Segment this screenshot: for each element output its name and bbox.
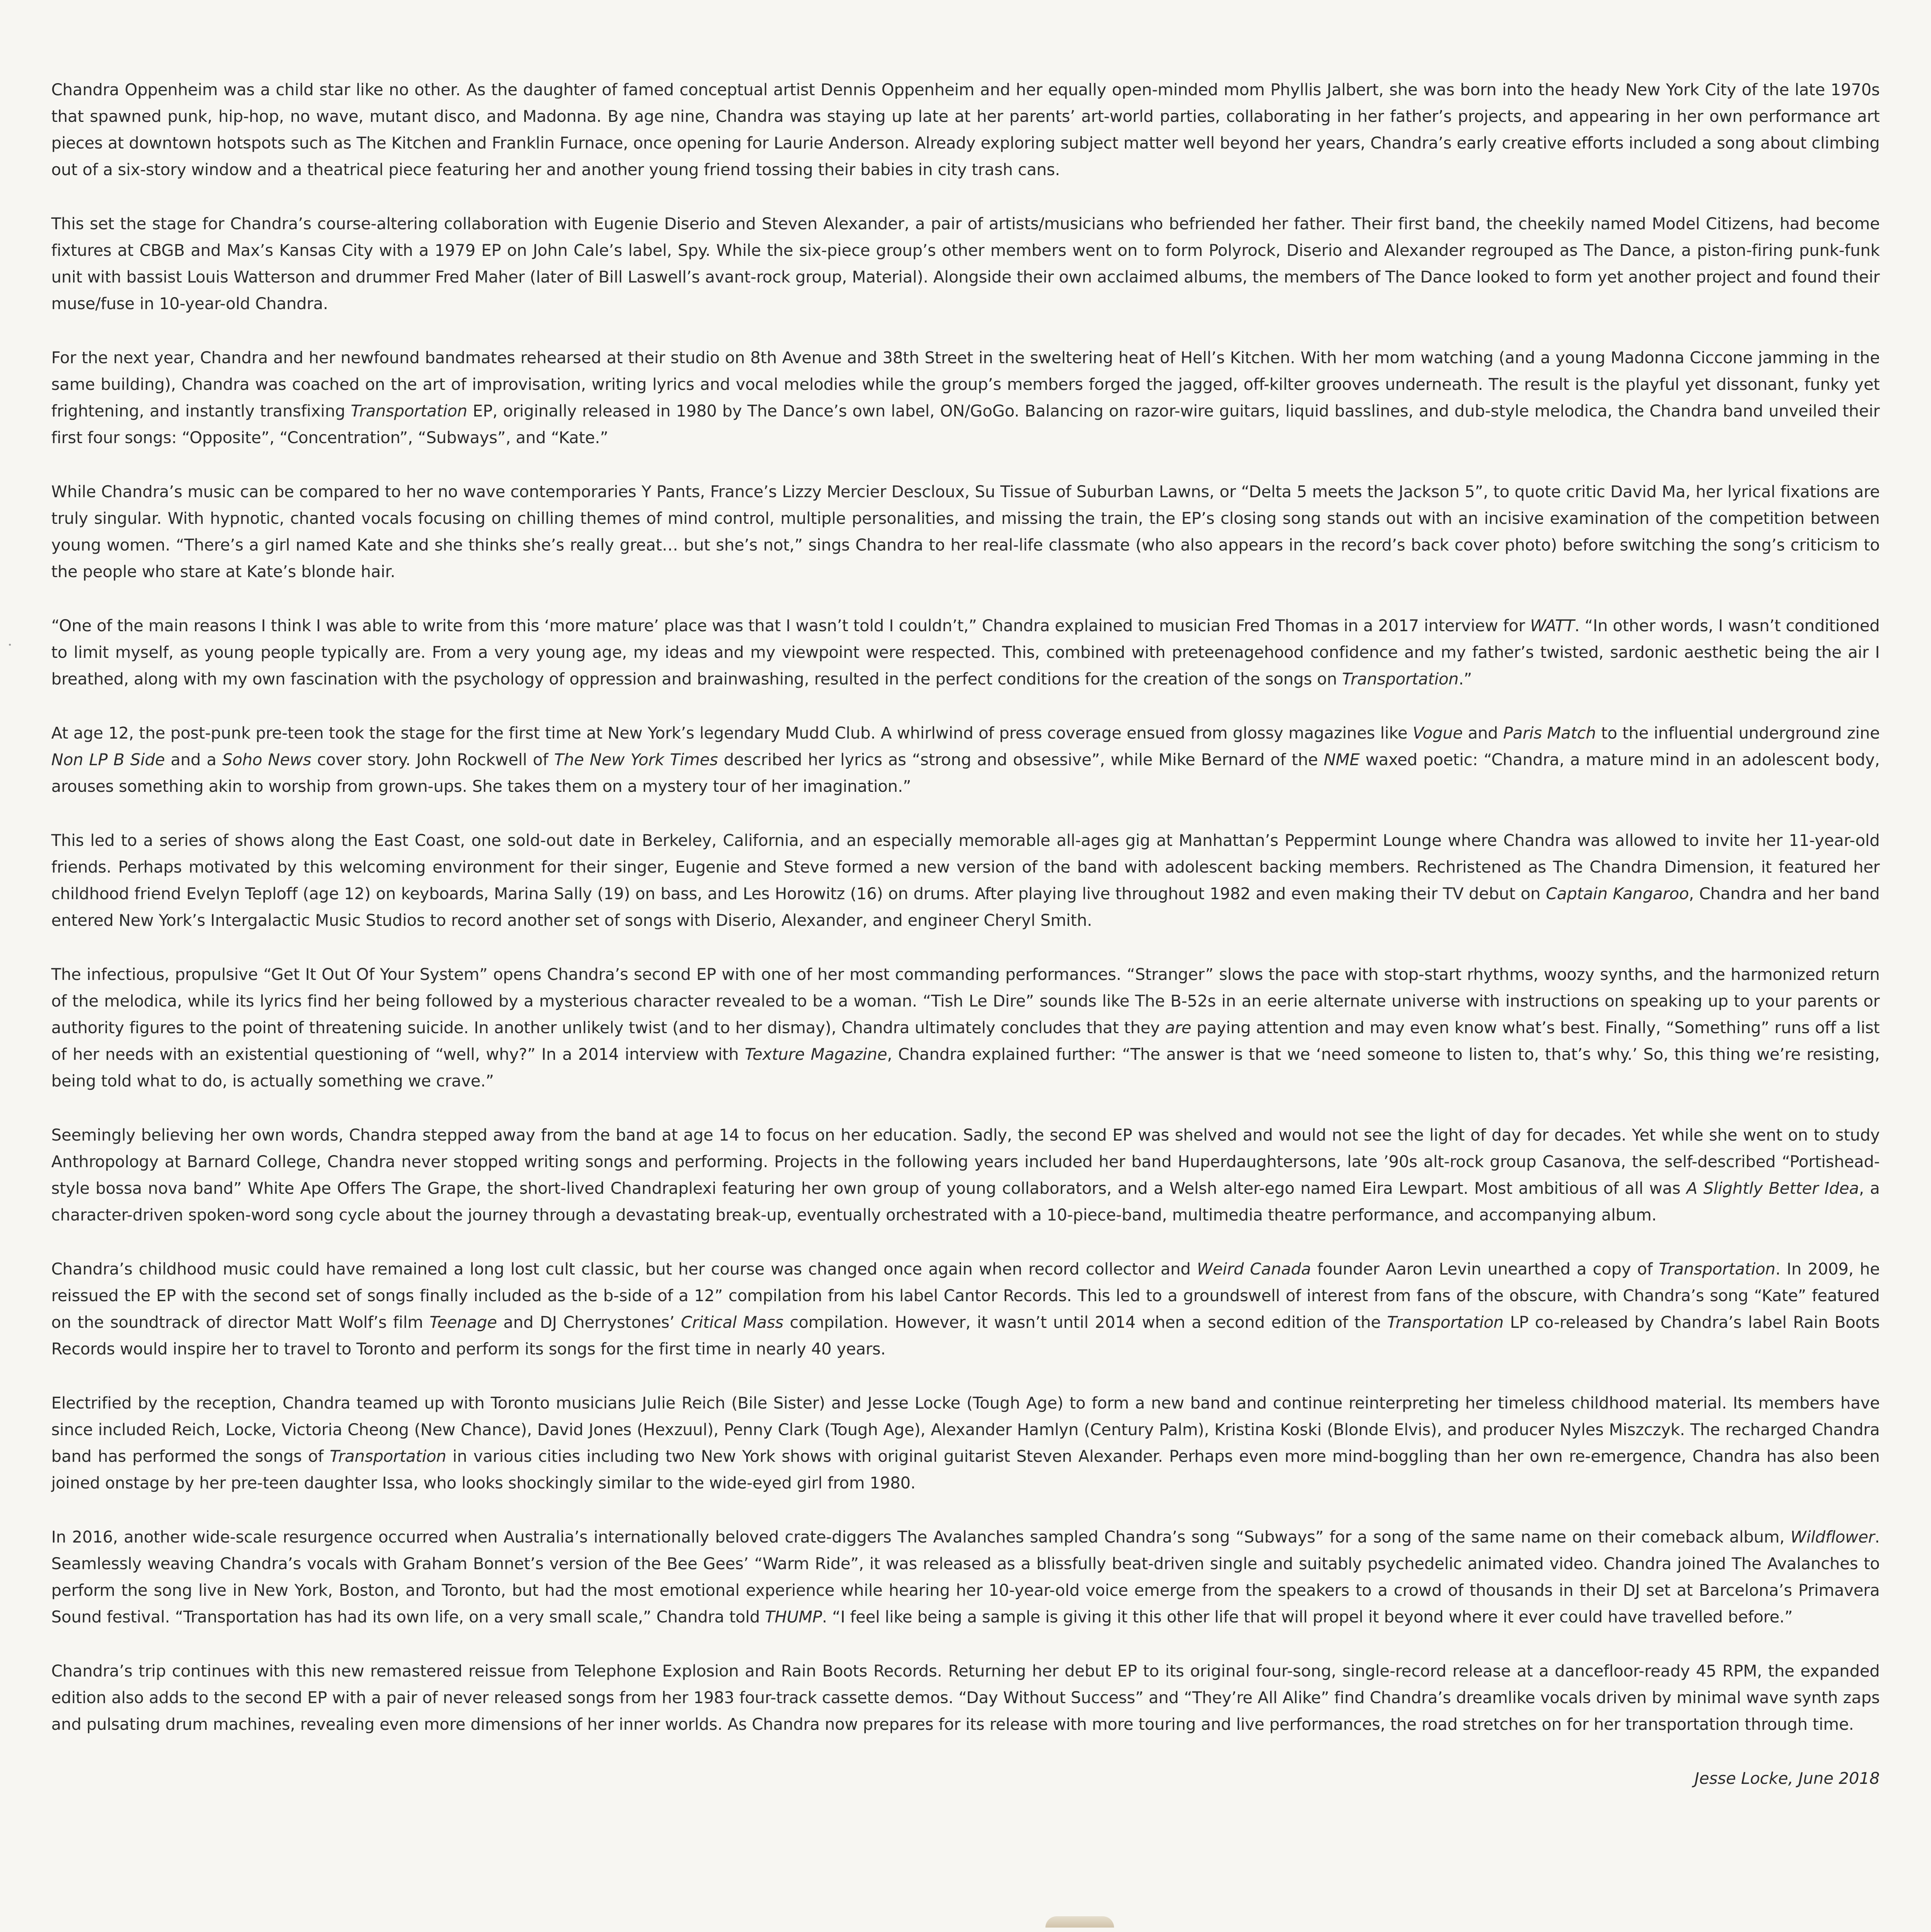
paragraph-text: Electrified by the reception, Chandra teamed up with Toronto musicians Julie Reich (Bile Sister) and Jesse Locke (Tough Age) to form a new band and continue reinterpreting her timeless childhood material. Its members have since included Reich, Locke, Victoria Cheong (New Chance), David Jones (Hexzuul), Penny Clark (Tough Age), Alexander Hamlyn (Century Palm), Kristina Koski (Blonde Elvis), and producer Nyles Miszczyk. The recharged Chandra band has performed the songs of <box>51 1394 1880 1466</box>
paragraph-text: Chandra’s trip continues with this new remastered reissue from Telephone Explosion and Rain Boots Records. Returning her debut EP to its original four-song, single-record release at a dancefloor-ready 45 RPM, the expanded edition also adds to the second EP with a pair of never released songs from her 1983 four-track cassette demos. “Day Without Success” and “They’re All Alike” find Chandra’s dreamlike vocals driven by minimal wave synth zaps and pulsating drum machines, revealing even more dimensions of her inner worlds. As Chandra now prepares for its release with more touring and live performances, the road stretches on for her transportation through time. <box>51 1662 1880 1734</box>
italic-title: Captain Kangaroo <box>1546 885 1689 903</box>
paragraph-text: to the influential underground zine <box>1596 724 1880 743</box>
italic-title: Non LP B Side <box>51 751 165 769</box>
author-signature: Jesse Locke, June 2018 <box>1694 1769 1880 1788</box>
paragraph-text: paying attention and may even know what’s best. Finally, “Something” runs off a list of her needs with an existential questioning of “well, why?” In a 2014 interview with <box>51 1019 1880 1064</box>
paragraph-text: described her lyrics as “strong and obsessive”, while Mike Bernard of the <box>718 751 1324 769</box>
paragraph-text: , a character-driven spoken-word song cycle about the journey through a devastating break-up, eventually orchestrated with a 10-piece-band, multimedia theatre performance, and accompanying album. <box>51 1179 1880 1225</box>
italic-title: A Slightly Better Idea <box>1686 1179 1859 1198</box>
body-paragraph <box>51 345 1880 451</box>
body-paragraph <box>51 613 1880 693</box>
paragraph-text: This led to a series of shows along the East Coast, one sold-out date in Berkeley, California, and an especially memorable all-ages gig at Manhattan’s Peppermint Lounge where Chandra was allowed to invite her 11-year-old friends. Perhaps motivated by this welcoming environment for their singer, Eugenie and Steve formed a new version of the band with adolescent backing members. Rechristened as The Chandra Dimension, it featured her childhood friend Evelyn Teploff (age 12) on keyboards, Marina Sally (19) on bass, and Les Horowitz (16) on drums. After playing live throughout 1982 and even making their TV debut on <box>51 831 1880 903</box>
italic-title: The New York Times <box>554 751 718 769</box>
paragraph-text: founder Aaron Levin unearthed a copy of <box>1311 1260 1659 1279</box>
paragraph-list <box>51 77 1880 1738</box>
paragraph-text: At age 12, the post-punk pre-teen took the stage for the first time at New York’s legendary Mudd Club. A whirlwind of press coverage ensued from glossy magazines like <box>51 724 1413 743</box>
italic-title: Teenage <box>429 1313 497 1332</box>
body-paragraph <box>51 1658 1880 1738</box>
paragraph-text: This set the stage for Chandra’s course-altering collaboration with Eugenie Diserio and Steven Alexander, a pair of artists/musicians who befriended her father. Their first band, the cheekily named Model Citizens, had become fixtures at CBGB and Max’s Kansas City with a 1979 EP on John Cale’s label, Spy. While the six-piece group’s other members went on to form Polyrock, Diserio and Alexander regrouped as The Dance, a piston-firing punk-funk unit with bassist Louis Watterson and drummer Fred Maher (later of Bill Laswell’s avant-rock group, Material). Alongside their own acclaimed albums, the members of The Dance looked to form yet another project and found their muse/fuse in 10-year-old Chandra. <box>51 215 1880 313</box>
italic-title: NME <box>1324 751 1360 769</box>
italic-title: Transportation <box>1387 1313 1504 1332</box>
paragraph-text: . Seamlessly weaving Chandra’s vocals with Graham Bonnet’s version of the Bee Gees’ “Warm Ride”, it was released as a blissfully beat-driven single and suitably psychedelic animated video. Chandra joined The Avalanches to perform the song live in New York, Boston, and Toronto, but had the most emotional experience while hearing her 10-year-old voice emerge from the speakers to a crowd of thousands in their DJ set at Barcelona’s Primavera Sound festival. “Transportation has had its own life, on a very small scale,” Chandra told <box>51 1528 1880 1626</box>
italic-title: Transportation <box>329 1447 446 1466</box>
italic-title: Critical Mass <box>681 1313 783 1332</box>
body-paragraph <box>51 77 1880 183</box>
italic-title: are <box>1165 1019 1192 1037</box>
paragraph-text: compilation. However, it wasn’t until 2014 when a second edition of the <box>783 1313 1387 1332</box>
body-paragraph <box>51 479 1880 585</box>
italic-title: Weird Canada <box>1197 1260 1311 1279</box>
paragraph-text: , Chandra explained further: “The answer is that we ‘need someone to listen to, that’s why.’ So, this thing we’re resisting, being told what to do, is actually something we crave.” <box>51 1045 1880 1091</box>
body-paragraph <box>51 1524 1880 1631</box>
body-paragraph <box>51 961 1880 1095</box>
paragraph-text: and a <box>165 751 222 769</box>
paragraph-text: . In 2009, he reissued the EP with the second set of songs finally included as the b-side of a 12” compilation from his label Cantor Records. This led to a groundswell of interest from fans of the obscure, with Chandra’s song “Kate” featured on the soundtrack of director Matt Wolf’s film <box>51 1260 1880 1332</box>
paragraph-text: In 2016, another wide-scale resurgence occurred when Australia’s internationally beloved crate-diggers The Avalanches sampled Chandra’s song “Subways” for a song of the same name on their comeback album, <box>51 1528 1791 1547</box>
paragraph-text: in various cities including two New York shows with original guitarist Steven Alexander. Perhaps even more mind-boggling than her own re-emergence, Chandra has also been joined onstage by her pre-teen daughter Issa, who looks shockingly similar to the wide-eyed girl from 1980. <box>51 1447 1880 1492</box>
body-paragraph <box>51 720 1880 800</box>
italic-title: Vogue <box>1412 724 1463 743</box>
italic-title: Texture Magazine <box>745 1045 887 1064</box>
paragraph-text: waxed poetic: “Chandra, a mature mind in an adolescent body, arouses something akin to worship from grown-ups. She takes them on a mystery tour of her imagination.” <box>51 751 1880 796</box>
italic-title: Soho News <box>222 751 312 769</box>
paragraph-text: While Chandra’s music can be compared to her no wave contemporaries Y Pants, France’s Lizzy Mercier Descloux, Su Tissue of Suburban Lawns, or “Delta 5 meets the Jackson 5”, to quote critic David Ma, her lyrical fixations are truly singular. With hypnotic, chanted vocals focusing on chilling themes of mind control, multiple personalities, and missing the train, the EP’s closing song stands out with an incisive examination of the competition between young women. “There’s a girl named Kate and she thinks she’s really great… but she’s not,” sings Chandra to her real-life classmate (who also appears in the record’s back cover photo) before switching the song’s criticism to the people who stare at Kate’s blonde hair. <box>51 483 1880 581</box>
body-paragraph <box>51 1122 1880 1229</box>
scan-speck <box>9 644 11 646</box>
italic-title: Wildflower <box>1790 1528 1875 1547</box>
paragraph-text: .” <box>1458 670 1472 689</box>
italic-title: WATT <box>1530 617 1575 635</box>
scan-edge-mark <box>1045 1916 1114 1928</box>
italic-title: THUMP <box>765 1608 822 1626</box>
paragraph-text: LP co-released by Chandra’s label Rain Boots Records would inspire her to travel to Toronto and perform its songs for the first time in nearly 40 years. <box>51 1313 1880 1358</box>
liner-notes-body <box>51 77 1880 1792</box>
paragraph-text: The infectious, propulsive “Get It Out Of Your System” opens Chandra’s second EP with one of her most commanding performances. “Stranger” slows the pace with stop-start rhythms, woozy synths, and the harmonized return of the melodica, while its lyrics find her being followed by a mysterious character revealed to be a woman. “Tish Le Dire” sounds like The B-52s in an eerie alternate universe with instructions on speaking up to your parents or authority figures to the point of threatening suicide. In another unlikely twist (and to her dismay), Chandra ultimately concludes that they <box>51 965 1880 1037</box>
body-paragraph <box>51 211 1880 317</box>
paragraph-text: Chandra’s childhood music could have remained a long lost cult classic, but her course was changed once again when record collector and <box>51 1260 1197 1279</box>
paragraph-text: and <box>1462 724 1504 743</box>
paragraph-text: . “In other words, I wasn’t conditioned to limit myself, as young people typically are. From a very young age, my ideas and my viewpoint were respected. This, combined with preteenagehood confidence and my father’s twisted, sardonic aesthetic being the air I breathed, along with my own fascination with the psychology of oppression and brainwashing, resulted in the perfect conditions for the creation of the songs on <box>51 617 1880 689</box>
paragraph-text: cover story. John Rockwell of <box>311 751 554 769</box>
paragraph-text: and DJ Cherrystones’ <box>497 1313 681 1332</box>
body-paragraph <box>51 827 1880 934</box>
paragraph-text: EP, originally released in 1980 by The Dance’s own label, ON/GoGo. Balancing on razor-wire guitars, liquid basslines, and dub-style melodica, the Chandra band unveiled their first four songs: “Opposite”, “Concentration”, “Subways”, and “Kate.” <box>51 402 1880 447</box>
paragraph-text: . “I feel like being a sample is giving it this other life that will propel it beyond where it ever could have travelled before.” <box>822 1608 1793 1626</box>
italic-title: Transportation <box>1342 670 1459 689</box>
italic-title: Transportation <box>1659 1260 1776 1279</box>
body-paragraph <box>51 1390 1880 1497</box>
paragraph-text: “One of the main reasons I think I was able to write from this ‘more mature’ place was that I wasn’t told I couldn’t,” Chandra explained to musician Fred Thomas in a 2017 interview for <box>51 617 1530 635</box>
body-paragraph <box>51 1256 1880 1363</box>
paragraph-text: Seemingly believing her own words, Chandra stepped away from the band at age 14 to focus on her education. Sadly, the second EP was shelved and would not see the light of day for decades. Yet while she went on to study Anthropology at Barnard College, Chandra never stopped writing songs and performing. Projects in the following years included her band Huperdaughtersons, late ’90s alt-rock group Casanova, the self-described “Portishead-style bossa nova band” White Ape Offers The Grape, the short-lived Chandraplexi featuring her own group of young collaborators, and a Welsh alter-ego named Eira Lewpart. Most ambitious of all was <box>51 1126 1880 1198</box>
italic-title: Transportation <box>350 402 467 421</box>
italic-title: Paris Match <box>1503 724 1596 743</box>
paragraph-text: For the next year, Chandra and her newfound bandmates rehearsed at their studio on 8th Avenue and 38th Street in the sweltering heat of Hell’s Kitchen. With her mom watching (and a young Madonna Ciccone jamming in the same building), Chandra was coached on the art of improvisation, writing lyrics and vocal melodies while the group’s members forged the jagged, off-kilter grooves underneath. The result is the playful yet dissonant, funky yet frightening, and instantly transfixing <box>51 349 1880 421</box>
paragraph-text: Chandra Oppenheim was a child star like no other. As the daughter of famed conceptual artist Dennis Oppenheim and her equally open-minded mom Phyllis Jalbert, she was born into the heady New York City of the late 1970s that spawned punk, hip-hop, no wave, mutant disco, and Madonna. By age nine, Chandra was staying up late at her parents’ art-world parties, collaborating in her father’s projects, and appearing in her own performance art pieces at downtown hotspots such as The Kitchen and Franklin Furnace, once opening for Laurie Anderson. Already exploring subject matter well beyond her years, Chandra’s early creative efforts included a song about climbing out of a six-story window and a theatrical piece featuring her and another young friend tossing their babies in city trash cans. <box>51 81 1880 179</box>
paragraph-text: , Chandra and her band entered New York’s Intergalactic Music Studios to record another set of songs with Diserio, Alexander, and engineer Cheryl Smith. <box>51 885 1880 930</box>
